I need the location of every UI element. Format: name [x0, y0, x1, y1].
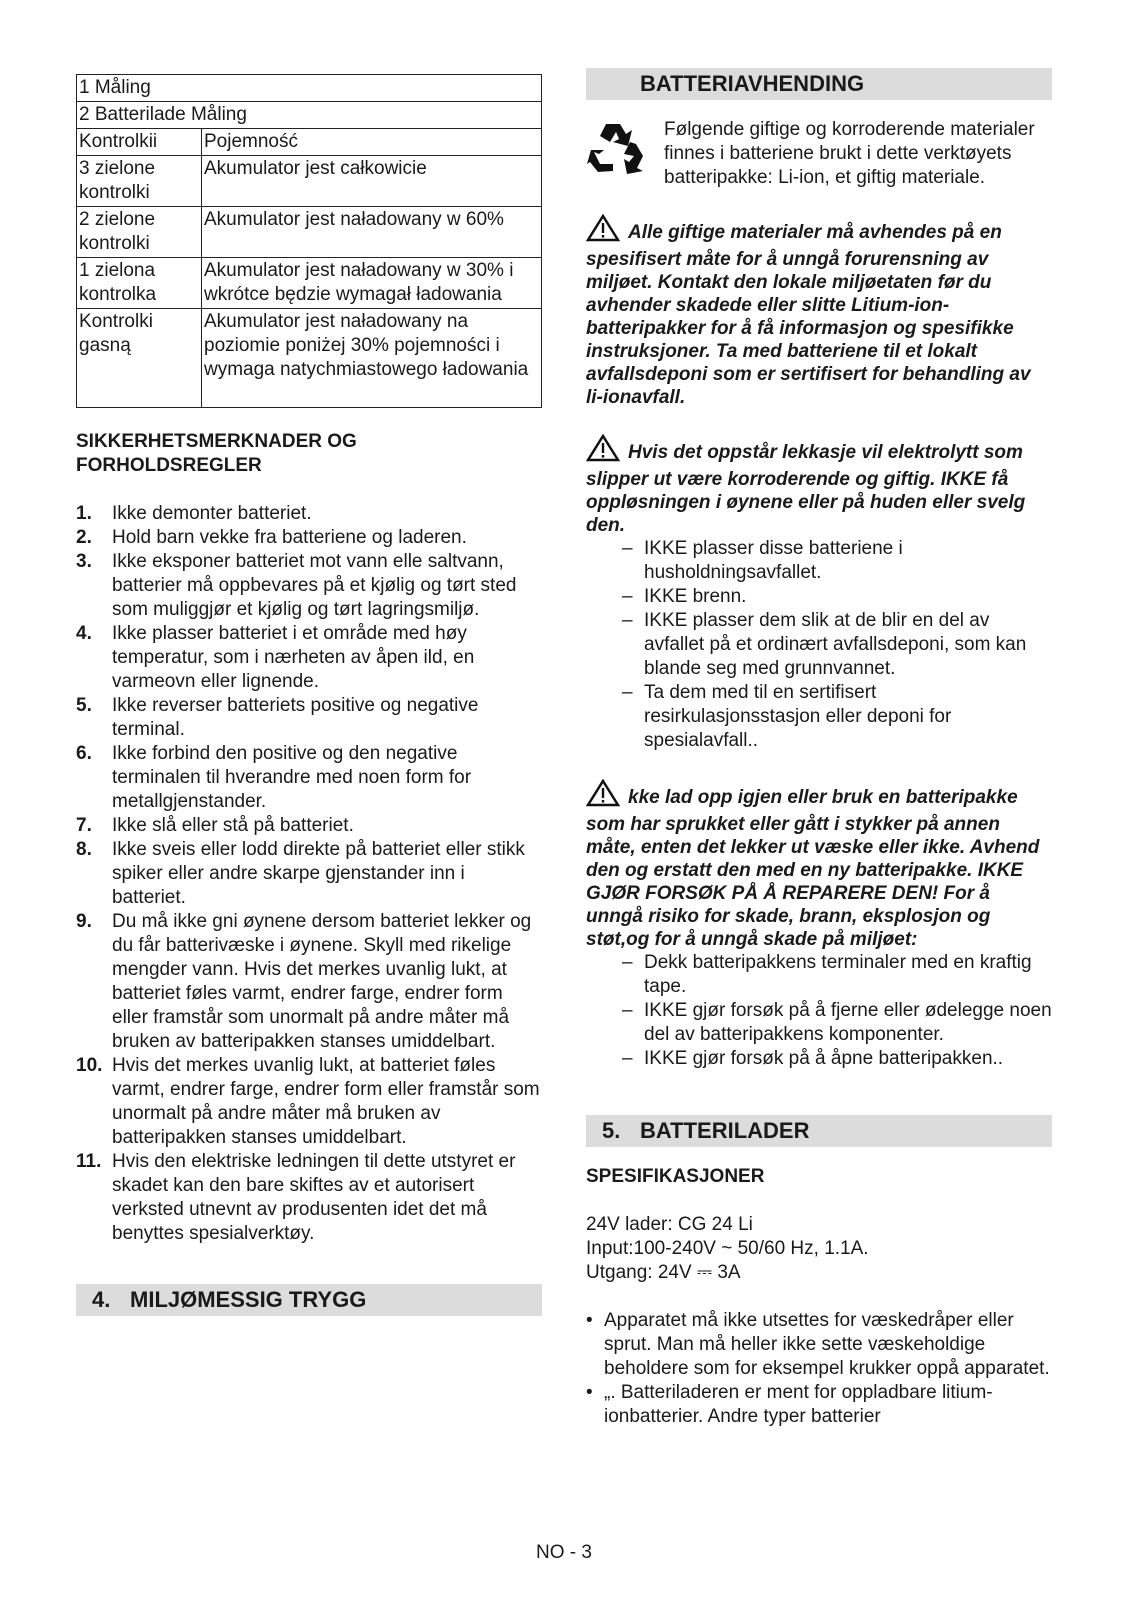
- spec-line: Utgang: 24V ⎓ 3A: [586, 1262, 741, 1283]
- warning-block-2: [586, 434, 1052, 537]
- list-item: [76, 838, 542, 910]
- item-number: 6.: [76, 743, 92, 764]
- safety-heading-line1: SIKKERHETSMERKNADER OG: [76, 431, 357, 452]
- charger-notes: [586, 1309, 1052, 1429]
- warning-text: Alle giftige materialer må avhendes på en spesifisert måte for å unngå forurensning av miljøet. Kontakt den lokale miljøetaten før du avhender skadede eller slitte Litium-ion-batteripakker for å få informasjon og spesifikke instruksjoner. Ta med batteriene til et lokalt avfallsdeponi som er sertifisert for behandling av li-ionavfall.: [586, 222, 1031, 408]
- table-row: [77, 102, 542, 129]
- table-row: [77, 309, 542, 408]
- section-number: 4.: [92, 1287, 111, 1312]
- item-number: 7.: [76, 815, 92, 836]
- item-number: 9.: [76, 911, 92, 932]
- item-number: 8.: [76, 839, 92, 860]
- list-item: [76, 742, 542, 814]
- warning-text: kke lad opp igjen eller bruk en batteripakke som har sprukket eller gått i stykker på annen måte, enten det lekker ut væske eller ikke. Avhend den og erstatt den med en ny batteripakke. IKKE GJØR FORSØK PÅ Å REPARERE DEN! For å unngå risiko for skade, brann, eksplosjon og støt,og for å unngå skade på miljøet:: [586, 787, 1040, 950]
- list-item: – IKKE gjør forsøk på å fjerne eller ødelegge noen del av batteripakkens komponenter.: [622, 999, 1052, 1047]
- disposal-list-1: [586, 537, 1052, 753]
- table-row: [77, 156, 542, 207]
- list-item: – IKKE plasser dem slik at de blir en del av avfallet på et ordinært avfallsdeponi, som kan blande seg med grunnvannet.: [622, 609, 1052, 681]
- item-number: 11.: [76, 1151, 102, 1172]
- table-row: [77, 207, 542, 258]
- section-5-header: [586, 1115, 1052, 1147]
- item-text: Ikke demonter batteriet.: [112, 503, 312, 524]
- table-cell: 2 Batterilade Måling: [77, 102, 542, 129]
- warning-icon: [586, 434, 620, 468]
- item-text: Hvis det merkes uvanlig lukt, at batteriet føles varmt, endrer farge, endrer form eller framstår som unormalt på andre måter må bruken av batteripakken stanses umiddelbart.: [112, 1055, 540, 1148]
- section-4-header: [76, 1284, 542, 1316]
- spec-line: Input:100-240V ~ 50/60 Hz, 1.1A.: [586, 1238, 869, 1259]
- item-number: 10.: [76, 1055, 103, 1076]
- warning-icon: [586, 214, 620, 248]
- item-number: 1.: [76, 503, 92, 524]
- table-cell: 1 zielona kontrolka: [77, 258, 202, 309]
- table-cell: Pojemność: [202, 129, 542, 156]
- item-number: 3.: [76, 551, 92, 572]
- table-cell: Akumulator jest naładowany w 30% i wkrótce będzie wymagał ładowania: [202, 258, 542, 309]
- page-number: NO - 3: [536, 1542, 592, 1563]
- section-number: 5.: [602, 1118, 621, 1143]
- section-title: MILJØMESSIG TRYGG: [130, 1287, 367, 1312]
- list-item: [76, 502, 542, 526]
- item-number: 2.: [76, 527, 92, 548]
- list-item: [76, 1150, 542, 1246]
- recycle-block: [586, 118, 1052, 190]
- item-text: Du må ikke gni øynene dersom batteriet lekker og du får batterivæske i øynene. Skyll med rikelige mengder vann. Hvis det merkes uvanlig lukt, at batteriet føles varmt, endrer farge, endrer form eller framstår som unormalt på andre måter må bruken av batteripakken stanses umiddelbart.: [112, 911, 532, 1052]
- warning-text: Hvis det oppstår lekkasje vil elektrolytt som slipper ut være korroderende og giftig. IKKE få oppløsningen i øynene eller på huden eller svelg den.: [586, 442, 1026, 536]
- list-item: [76, 694, 542, 742]
- safety-list: [76, 502, 542, 1246]
- warning-icon: [586, 779, 620, 813]
- warning-block-3: [586, 779, 1052, 951]
- item-text: Ikke sveis eller lodd direkte på batteriet eller stikk spiker eller andre skarpe gjenstander inn i batteriet.: [112, 839, 525, 908]
- table-row: [77, 258, 542, 309]
- list-item: • Apparatet må ikke utsettes for væskedråper eller sprut. Man må heller ikke sette væskeholdige beholdere som for eksempel krukker oppå apparatet.: [586, 1309, 1052, 1381]
- disposal-list-2: [586, 951, 1052, 1071]
- recycle-icon: [586, 118, 664, 190]
- item-text: Ikke plasser batteriet i et område med høy temperatur, som i nærheten av åpen ild, en varmeovn eller lignende.: [112, 623, 475, 692]
- spec-heading: SPESIFIKASJONER: [586, 1166, 765, 1187]
- left-column: [76, 74, 542, 1316]
- list-item: – Ta dem med til en sertifisert resirkulasjonsstasjon eller deponi for spesialavfall..: [622, 681, 1052, 753]
- table-cell: 3 zielone kontrolki: [77, 156, 202, 207]
- list-item: • „. Batteriladeren er ment for oppladbare litium-ionbatterier. Andre typer batterier: [586, 1381, 1052, 1429]
- table-cell: Akumulator jest naładowany w 60%: [202, 207, 542, 258]
- disposal-intro: Følgende giftige og korroderende materialer finnes i batteriene brukt i dette verktøyets batteripakke: Li-ion, et giftig materiale.: [664, 119, 1035, 188]
- item-number: 4.: [76, 623, 92, 644]
- list-item: – IKKE brenn.: [622, 585, 1052, 609]
- safety-heading-line2: FORHOLDSREGLER: [76, 455, 262, 476]
- list-item: – Dekk batteripakkens terminaler med en kraftig tape.: [622, 951, 1052, 999]
- table-cell: Kontrolki gasną: [77, 309, 202, 408]
- item-text: Hold barn vekke fra batteriene og laderen.: [112, 527, 467, 548]
- list-item: [76, 910, 542, 1054]
- table-cell: Akumulator jest całkowicie: [202, 156, 542, 207]
- disposal-header: BATTERIAVHENDING: [586, 68, 1052, 100]
- table-cell: Akumulator jest naładowany na poziomie poniżej 30% pojemności i wymaga natychmiastowego ładowania: [202, 309, 542, 408]
- list-item: [76, 526, 542, 550]
- item-text: Ikke eksponer batteriet mot vann elle saltvann, batterier må oppbevares på et kjølig og tørt sted som muliggjør et kjølig og tørt lagringsmiljø.: [112, 551, 517, 620]
- table-row: [77, 129, 542, 156]
- battery-level-table: [76, 74, 542, 408]
- right-column: [586, 68, 1052, 1429]
- table-cell: 1 Måling: [77, 75, 542, 102]
- list-item: [76, 1054, 542, 1150]
- list-item: [76, 550, 542, 622]
- list-item: – IKKE gjør forsøk på å åpne batteripakken..: [622, 1047, 1052, 1071]
- item-text: Hvis den elektriske ledningen til dette utstyret er skadet kan den bare skiftes av et autorisert verksted utnevnt av produsenten idet det må benyttes spesialverktøy.: [112, 1151, 516, 1244]
- list-item: [76, 622, 542, 694]
- table-cell: 2 zielone kontrolki: [77, 207, 202, 258]
- spec-line: 24V lader: CG 24 Li: [586, 1214, 753, 1235]
- table-row: [77, 75, 542, 102]
- item-text: Ikke forbind den positive og den negative terminalen til hverandre med noen form for metallgjenstander.: [112, 743, 472, 812]
- item-number: 5.: [76, 695, 92, 716]
- list-item: [76, 814, 542, 838]
- item-text: Ikke reverser batteriets positive og negative terminal.: [112, 695, 479, 740]
- section-title: BATTERILADER: [640, 1118, 810, 1143]
- warning-block-1: [586, 214, 1052, 409]
- list-item: – IKKE plasser disse batteriene i husholdningsavfallet.: [622, 537, 1052, 585]
- item-text: Ikke slå eller stå på batteriet.: [112, 815, 354, 836]
- table-cell: Kontrolkii: [77, 129, 202, 156]
